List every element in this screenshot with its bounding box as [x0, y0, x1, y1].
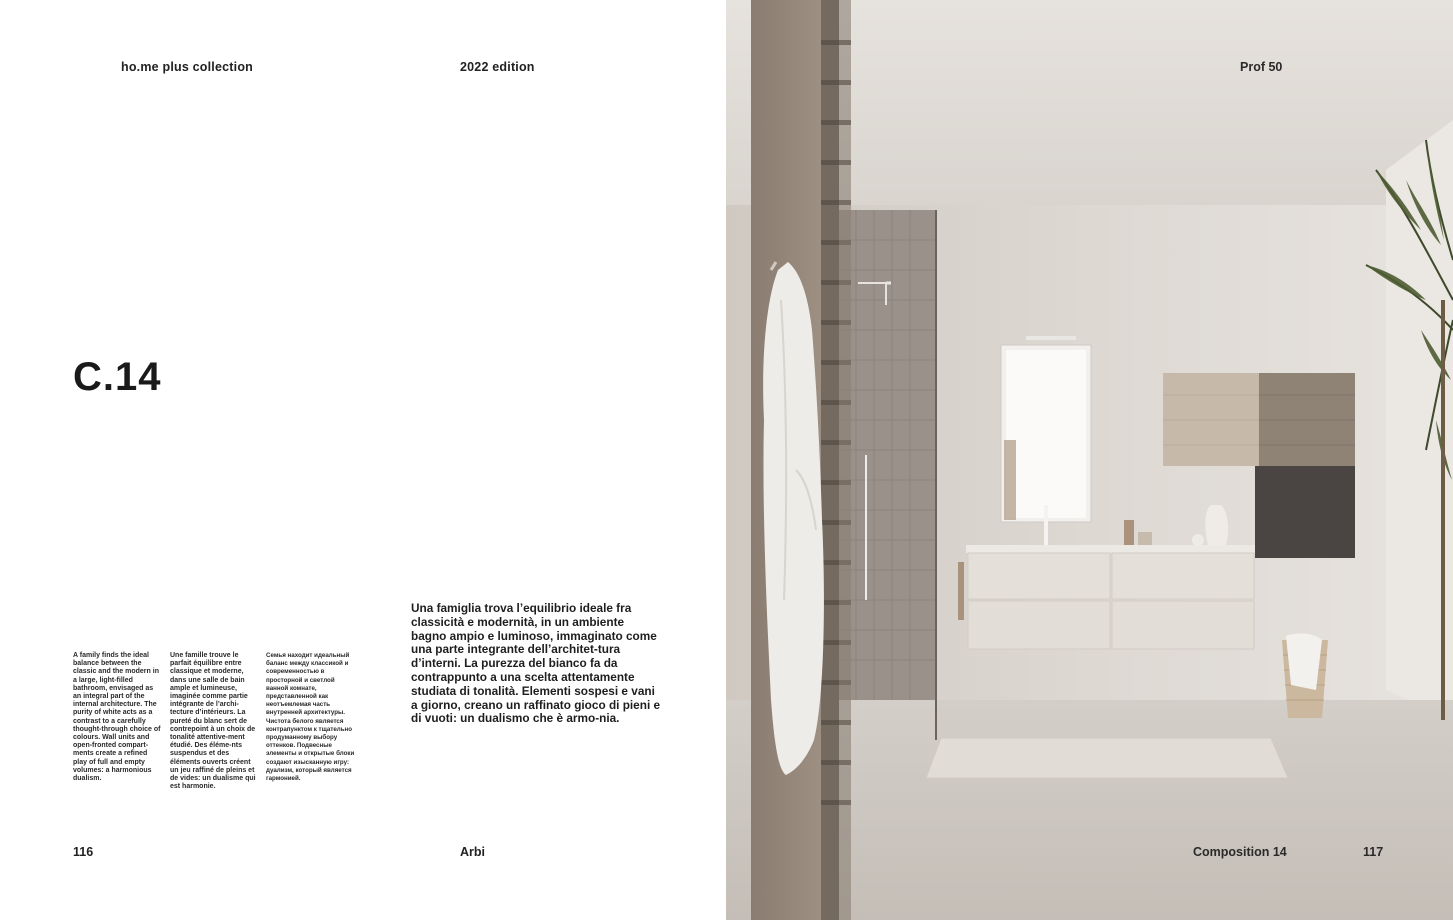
product-line-label: Prof 50 [1240, 60, 1283, 74]
vanity-drawer-3 [968, 601, 1110, 649]
vanity-drawer-1 [968, 553, 1110, 599]
page-number-right: 117 [1363, 845, 1384, 859]
text-russian: Семья находит идеальный баланс между классикой и современностью в просторной и светлой ванной комнате, представленной как неотъемлемая часть внутренней архитектуры. Чистота белого является контрапунктом к тщательно продуманному выбору оттенков. Подвесные элементы и открытые блоки создают изысканную игру: дуализм, который является гармонией. [266, 652, 355, 783]
text-french: Une famille trouve le parfait équilibre entre classique et moderne, dans une salle de bain ample et lumineuse, imaginée comme partie intégrante de l’archi-tecture d’intérieurs. La pureté du blanc sert de contrepoint à un choix de tonalité attentive-ment étudié. Des éléme-nts suspendus et des éléments ouverts créent un jeu raffiné de pleins et de vides: un dualisme qui est harmonie. [170, 652, 256, 791]
composition-label: Composition 14 [1193, 845, 1287, 859]
left-page [0, 0, 726, 920]
text-italian: Una famiglia trova l’equilibrio ideale fra classicità e modernità, in un ambiente bagno ampio e luminoso, immaginato come una parte integrante dell’architet-tura d’interni. La purezza del bianco fa da contrappunto a una scelta attentamente studiata di tonalità. Elementi sospesi e vani a giorno, creano un raffinato gioco di pieni e di vuoti: un dualismo che è armo-nia. [411, 601, 661, 726]
rug [926, 738, 1288, 778]
vase [1205, 505, 1228, 545]
wall-cabinet-dark [1255, 466, 1355, 558]
vanity-drawer-4 [1112, 601, 1254, 649]
right-page [726, 0, 1453, 920]
page-number-left: 116 [73, 845, 94, 859]
edition-label: 2022 edition [460, 60, 535, 74]
text-english: A family finds the ideal balance between the classic and the modern in a large, light-filled bathroom, envisaged as an integral part of the internal architecture. The purity of white acts as a contrast to a carefully thought-through choice of colours. Wall units and open-fronted compart-ments create a refined play of full and empty volumes: a harmonious dualism. [73, 652, 161, 783]
composition-code: C.14 [73, 355, 162, 399]
model-name: Arbi [460, 845, 485, 859]
vanity-drawer-2 [1112, 553, 1254, 599]
bathroom-photo [726, 0, 1453, 920]
collection-title: ho.me plus collection [121, 60, 253, 74]
vanity-top [966, 545, 1256, 553]
